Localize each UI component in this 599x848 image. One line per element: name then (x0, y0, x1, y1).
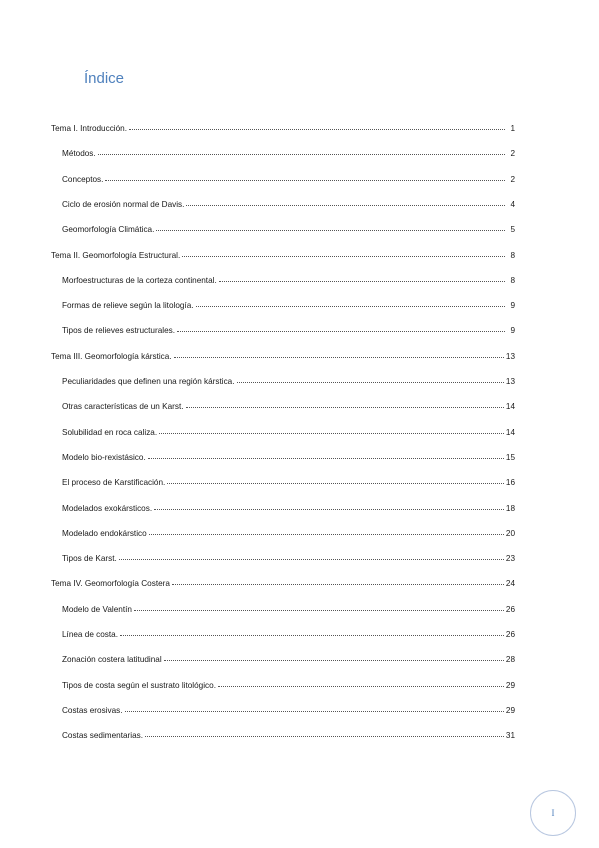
toc-chapter-entry[interactable] (51, 578, 515, 590)
toc-entry-page-number: 8 (510, 275, 515, 285)
toc-dot-leader (149, 533, 504, 535)
toc-chapter-entry[interactable] (51, 351, 515, 363)
toc-section-entry[interactable] (62, 629, 515, 641)
toc-entry-page-number: 31 (505, 731, 515, 741)
toc-section-entry[interactable] (62, 452, 515, 464)
toc-dot-leader (105, 179, 505, 181)
toc-entry-label: Geomorfología Climática. (62, 225, 155, 235)
toc-section-entry[interactable] (62, 604, 515, 616)
toc-dot-leader (172, 583, 504, 585)
toc-dot-leader (186, 406, 504, 408)
toc-section-entry[interactable] (62, 401, 515, 413)
toc-dot-leader (98, 153, 505, 155)
toc-dot-leader (134, 609, 504, 611)
toc-entry-page-number: 9 (510, 301, 515, 311)
toc-dot-leader (145, 735, 504, 737)
toc-entry-label: Modelo bio-rexistásico. (62, 452, 146, 462)
toc-dot-leader (167, 482, 504, 484)
toc-entry-page-number: 18 (505, 503, 515, 513)
toc-entry-page-number: 2 (510, 149, 515, 159)
toc-entry-page-number: 16 (505, 478, 515, 488)
toc-entry-page-number: 29 (505, 680, 515, 690)
toc-dot-leader (120, 634, 504, 636)
toc-entry-label: Conceptos. (62, 174, 104, 184)
toc-dot-leader (164, 659, 504, 661)
toc-section-entry[interactable] (62, 174, 515, 186)
toc-section-entry[interactable] (62, 376, 515, 388)
toc-entry-page-number: 5 (510, 225, 515, 235)
toc-section-entry[interactable] (62, 730, 515, 742)
toc-entry-label: Tema I. Introducción. (51, 124, 127, 133)
toc-entry-label: Tema III. Geomorfología kárstica. (51, 351, 172, 361)
toc-entry-label: Ciclo de erosión normal de Davis. (62, 199, 185, 209)
toc-entry-label: Tipos de Karst. (62, 554, 117, 564)
toc-dot-leader (156, 229, 505, 231)
toc-section-entry[interactable] (62, 224, 515, 236)
toc-entry-label: Zonación costera latitudinal (62, 655, 162, 665)
toc-dot-leader (119, 558, 504, 560)
toc-entry-page-number: 14 (505, 427, 515, 437)
toc-entry-label: Modelo de Valentín (62, 604, 132, 614)
toc-entry-page-number: 26 (505, 604, 515, 614)
toc-entry-page-number: 14 (505, 402, 515, 412)
toc-entry-label: El proceso de Karstificación. (62, 478, 166, 488)
toc-section-entry[interactable] (62, 325, 515, 337)
toc-entry-label: Morfoestructuras de la corteza continental. (62, 275, 217, 285)
toc-entry-page-number: 24 (505, 579, 515, 589)
toc-dot-leader (218, 685, 504, 687)
toc-dot-leader (125, 710, 504, 712)
toc-entry-label: Otras características de un Karst. (62, 402, 184, 412)
toc-entry-label: Tipos de costa según el sustrato litológico. (62, 680, 216, 690)
toc-entry-label: Métodos. (62, 149, 96, 159)
toc-dot-leader (186, 204, 505, 206)
toc-entry-page-number: 29 (505, 705, 515, 715)
toc-entry-label: Tipos de relieves estructurales. (62, 326, 176, 336)
toc-entry-label: Línea de costa. (62, 630, 118, 639)
toc-section-entry[interactable] (62, 553, 515, 565)
toc-dot-leader (154, 508, 504, 510)
toc-dot-leader (148, 457, 504, 459)
toc-dot-leader (174, 356, 504, 358)
toc-dot-leader (177, 330, 505, 332)
toc-dot-leader (237, 381, 504, 383)
toc-dot-leader (196, 305, 505, 307)
toc-title: Índice (84, 70, 125, 87)
toc-entry-label: Solubilidad en roca caliza. (62, 427, 158, 437)
toc-entry-page-number: 28 (505, 655, 515, 665)
toc-section-entry[interactable] (62, 477, 515, 489)
toc-entry-label: Peculiaridades que definen una región kárstica. (62, 377, 235, 386)
toc-section-entry[interactable] (62, 503, 515, 515)
toc-dot-leader (182, 255, 505, 257)
toc-entry-page-number: 23 (505, 554, 515, 564)
toc-entry-page-number: 13 (505, 351, 515, 361)
toc-dot-leader (159, 432, 504, 434)
page-number: I (551, 808, 555, 818)
toc-section-entry[interactable] (62, 199, 515, 211)
toc-section-entry[interactable] (62, 654, 515, 666)
toc-entry-label: Tema II. Geomorfología Estructural. (51, 250, 181, 260)
toc-entry-page-number: 2 (510, 174, 515, 184)
toc-entry-label: Costas erosivas. (62, 705, 123, 715)
toc-entry-page-number: 20 (505, 528, 515, 538)
toc-entry-page-number: 15 (505, 452, 515, 462)
toc-section-entry[interactable] (62, 300, 515, 312)
toc-section-entry[interactable] (62, 427, 515, 439)
toc-entry-label: Costas sedimentarias. (62, 731, 143, 741)
toc-section-entry[interactable] (62, 275, 515, 287)
toc-entry-label: Tema IV. Geomorfología Costera (51, 579, 170, 589)
toc-section-entry[interactable] (62, 148, 515, 160)
toc-chapter-entry[interactable] (51, 123, 515, 135)
toc-entry-page-number: 8 (510, 250, 515, 260)
toc-entry-label: Modelado endokárstico (62, 528, 147, 538)
toc-dot-leader (219, 280, 505, 282)
toc-entry-page-number: 13 (505, 377, 515, 386)
toc-entry-page-number: 4 (510, 199, 515, 209)
toc-entry-label: Modelados exokársticos. (62, 503, 153, 513)
toc-entry-page-number: 9 (510, 326, 515, 336)
toc-entry-page-number: 26 (505, 630, 515, 639)
toc-entry-label: Formas de relieve según la litología. (62, 301, 194, 311)
page-number-badge (530, 790, 576, 836)
toc-section-entry[interactable] (62, 528, 515, 540)
toc-dot-leader (129, 128, 505, 130)
toc-chapter-entry[interactable] (51, 250, 515, 262)
toc-entry-page-number: 1 (510, 124, 515, 133)
toc-section-entry[interactable] (62, 705, 515, 717)
toc-section-entry[interactable] (62, 680, 515, 692)
